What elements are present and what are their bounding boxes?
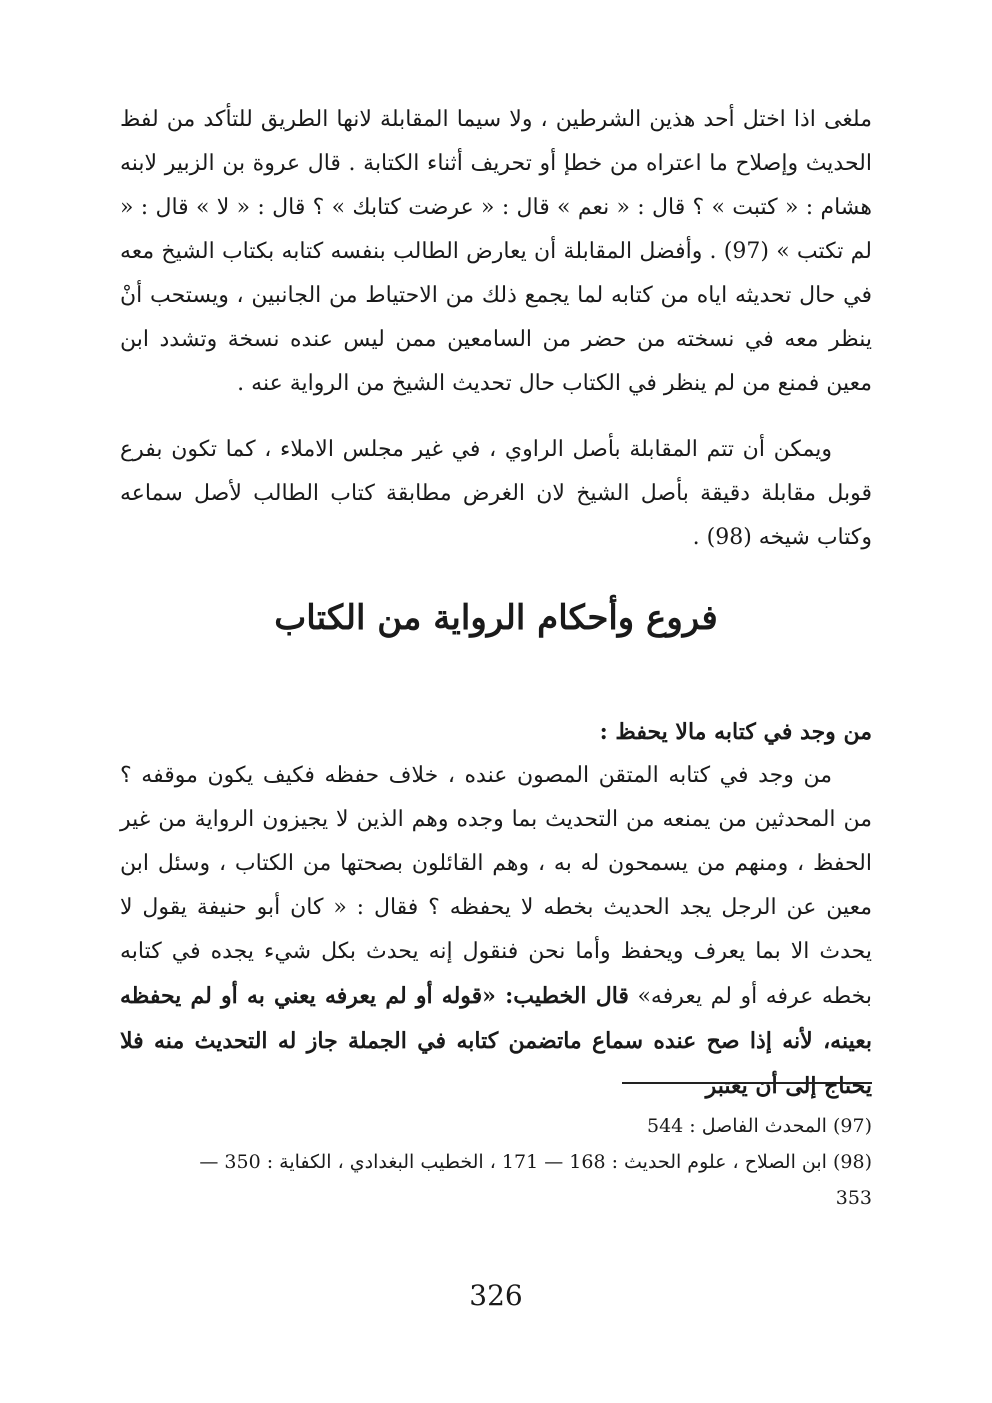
body-paragraph-2 (120, 428, 872, 560)
paragraph-bold-run: قال الخطيب: «قوله أو لم يعرفه يعني به أو لم يحفظه بعينه، لأنه إذا صح عنده سماع ماتضمن كتابه في الجملة جاز له التحديث منه فلا يحتاج إلى أن يعتبر (120, 983, 872, 1099)
paragraph-text: ملغى اذا اختل أحد هذين الشرطين ، ولا سيما المقابلة لانها الطريق للتأكد من لفظ الحديث وإصلاح ما اعتراه من خطإ أو تحريف أثناء الكتابة . قال عروة بن الزبير لابنه هشام : « كتبت » ؟ قال : « نعم » قال : « عرضت كتابك » ؟ قال : « لا » قال : « لم تكتب » (97) . وأفضل المقابلة أن يعارض الطالب بنفسه كتابه بكتاب الشيخ معه في حال تحديثه اياه من كتابه لما يجمع ذلك من الاحتياط من الجانبين ، ويستحب أنْ ينظر معه في نسخته من حضر من السامعين ممن ليس عنده نسخة وتشدد ابن معين فمنع من لم ينظر في الكتاب حال تحديث الشيخ من الرواية عنه . (120, 107, 872, 396)
page-number: 326 (469, 1279, 523, 1312)
paragraph-regular-run: من وجد في كتابه المتقن المصون عنده ، خلاف حفظه فكيف يكون موقفه ؟ من المحدثين من يمنعه من التحديث بما وجده وهم الذين لا يجيزون الرواية من غير الحفظ ، ومنهم من يسمحون له به ، وهم القائلون بصحتها من الكتاب ، وسئل ابن معين عن الرجل يجد الحديث بخطه لا يحفظه ؟ فقال : « كان أبو حنيفة يقول لا يحدث الا بما يعرف ويحفظ وأما نحن فنقول إنه يحدث بكل شيء يجده في كتابه بخطه عرفه أو لم يعرفه» (120, 763, 873, 1009)
body-paragraph-1 (120, 98, 872, 406)
section-title: فروع وأحكام الرواية من الكتاب (274, 598, 718, 638)
footnote-98 (120, 1144, 872, 1216)
body-paragraph-3 (120, 754, 872, 1109)
footnote-divider (622, 1082, 872, 1084)
subsection-heading: من وجد في كتابه مالا يحفظ : (599, 719, 872, 745)
footnotes (120, 1108, 872, 1216)
paragraph-text (120, 754, 872, 1109)
footnote-97: (97) المحدث الفاصل : 544 (646, 1115, 872, 1137)
footnote-98-line-1: (98) ابن الصلاح ، علوم الحديث : 168 — 171 ، الخطيب البغدادي ، الكفاية : 350 — (199, 1151, 872, 1173)
paragraph-text: ويمكن أن تتم المقابلة بأصل الراوي ، في غير مجلس الاملاء ، كما تكون بفرع قوبل مقابلة دقيقة بأصل الشيخ لان الغرض مطابقة كتاب الطالب لأصل سماعه وكتاب شيخه (98) . (120, 437, 872, 550)
footnote-98-line-2: 353 (835, 1187, 872, 1209)
